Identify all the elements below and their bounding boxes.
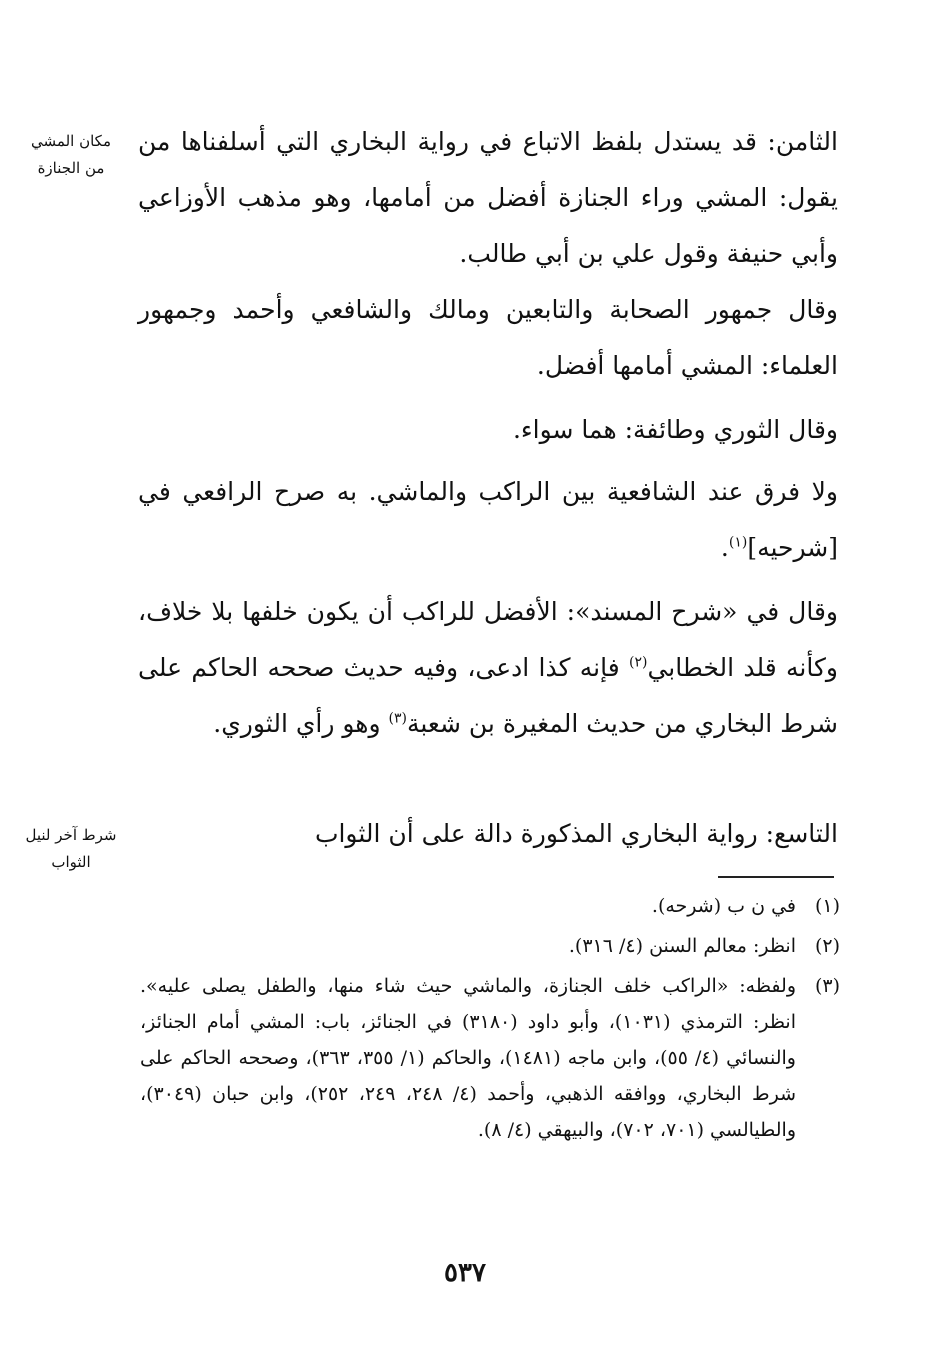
paragraph-eighth: الثامن: قد يستدل بلفظ الاتباع في رواية البخاري التي أسلفناها من يقول: المشي وراء الجنازة أفضل من أمامها، وهو مذهب الأوزاعي وأبي حنيفة وقول علي بن أبي طالب. (138, 127, 838, 268)
margin-note-walking-place (20, 128, 122, 182)
footnote-ref[interactable]: (١) (728, 534, 748, 551)
paragraph-musnad (138, 584, 838, 752)
footnote-text: انظر: معالم السنن (٤/ ٣١٦). (568, 935, 796, 957)
margin-note-reward-condition (20, 822, 122, 876)
paragraph-text: وقال في «شرح المسند»: الأفضل للراكب أن يكون خلفها بلا خلاف، وكأنه قلد الخطابي (138, 597, 838, 682)
footnotes-block (140, 888, 840, 1152)
footnote-divider (718, 876, 834, 878)
paragraph-majority: وقال جمهور الصحابة والتابعين ومالك والشافعي وأحمد وجمهور العلماء: المشي أمامها أفضل. (138, 295, 838, 380)
margin-note-line: مكان المشي (31, 132, 111, 150)
main-text-block (138, 806, 838, 862)
margin-note-line: من الجنازة (37, 159, 105, 177)
main-text-block (138, 282, 838, 394)
main-text-block (138, 114, 838, 282)
paragraph-no-difference (138, 464, 838, 576)
footnote-ref[interactable]: (٢) (629, 654, 648, 671)
main-text-block (138, 402, 838, 458)
footnote-text: ولفظه: «الراكب خلف الجنازة، والماشي حيث شاء منها، والطفل يصلى عليه». انظر: الترمذي (١٠٣١)، وأبو داود (٣١٨٠) في الجنائز، باب: المشي أمام الجنائز، والنسائي (٤/ ٥٥)، وابن ماجه (١٤٨١)، والحاكم (١/ ٣٥٥، ٣٦٣)، وصححه الحاكم على شرط البخاري، ووافقه الذهبي، وأحمد (٤/ ٢٤٨، ٢٤٩، ٢٥٢)، وابن حبان (٣٠٤٩)، والطيالسي (٧٠١، ٧٠٢)، والبيهقي (٤/ ٨). (140, 975, 796, 1141)
main-text-block (138, 584, 838, 752)
footnote-text: في ن ب (شرحه). (651, 895, 796, 917)
footnote-number: (٣) (814, 975, 840, 997)
footnote-item (140, 968, 840, 1148)
paragraph-text: ولا فرق عند الشافعية بين الراكب والماشي. به صرح الرافعي في [شرحيه] (138, 477, 838, 562)
page-number: ٥٣٧ (444, 1258, 486, 1288)
footnote-ref[interactable]: (٣) (388, 710, 407, 727)
footnote-number: (١) (814, 895, 840, 917)
main-text-block (138, 464, 838, 576)
paragraph-thawri: وقال الثوري وطائفة: هما سواء. (512, 415, 838, 444)
paragraph-text: . (720, 533, 729, 562)
footnote-item (140, 928, 840, 964)
margin-note-line: شرط آخر لنيل (25, 826, 117, 844)
margin-note-line: الثواب (51, 853, 91, 871)
footnote-item (140, 888, 840, 924)
footnote-number: (٢) (814, 935, 840, 957)
paragraph-text: وهو رأي الثوري. (213, 709, 389, 738)
paragraph-text: فإنه كذا ادعى، وفيه حديث صححه الحاكم على شرط البخاري من حديث المغيرة بن شعبة (138, 653, 838, 738)
paragraph-ninth: التاسع: رواية البخاري المذكورة دالة على أن الثواب (314, 819, 838, 848)
